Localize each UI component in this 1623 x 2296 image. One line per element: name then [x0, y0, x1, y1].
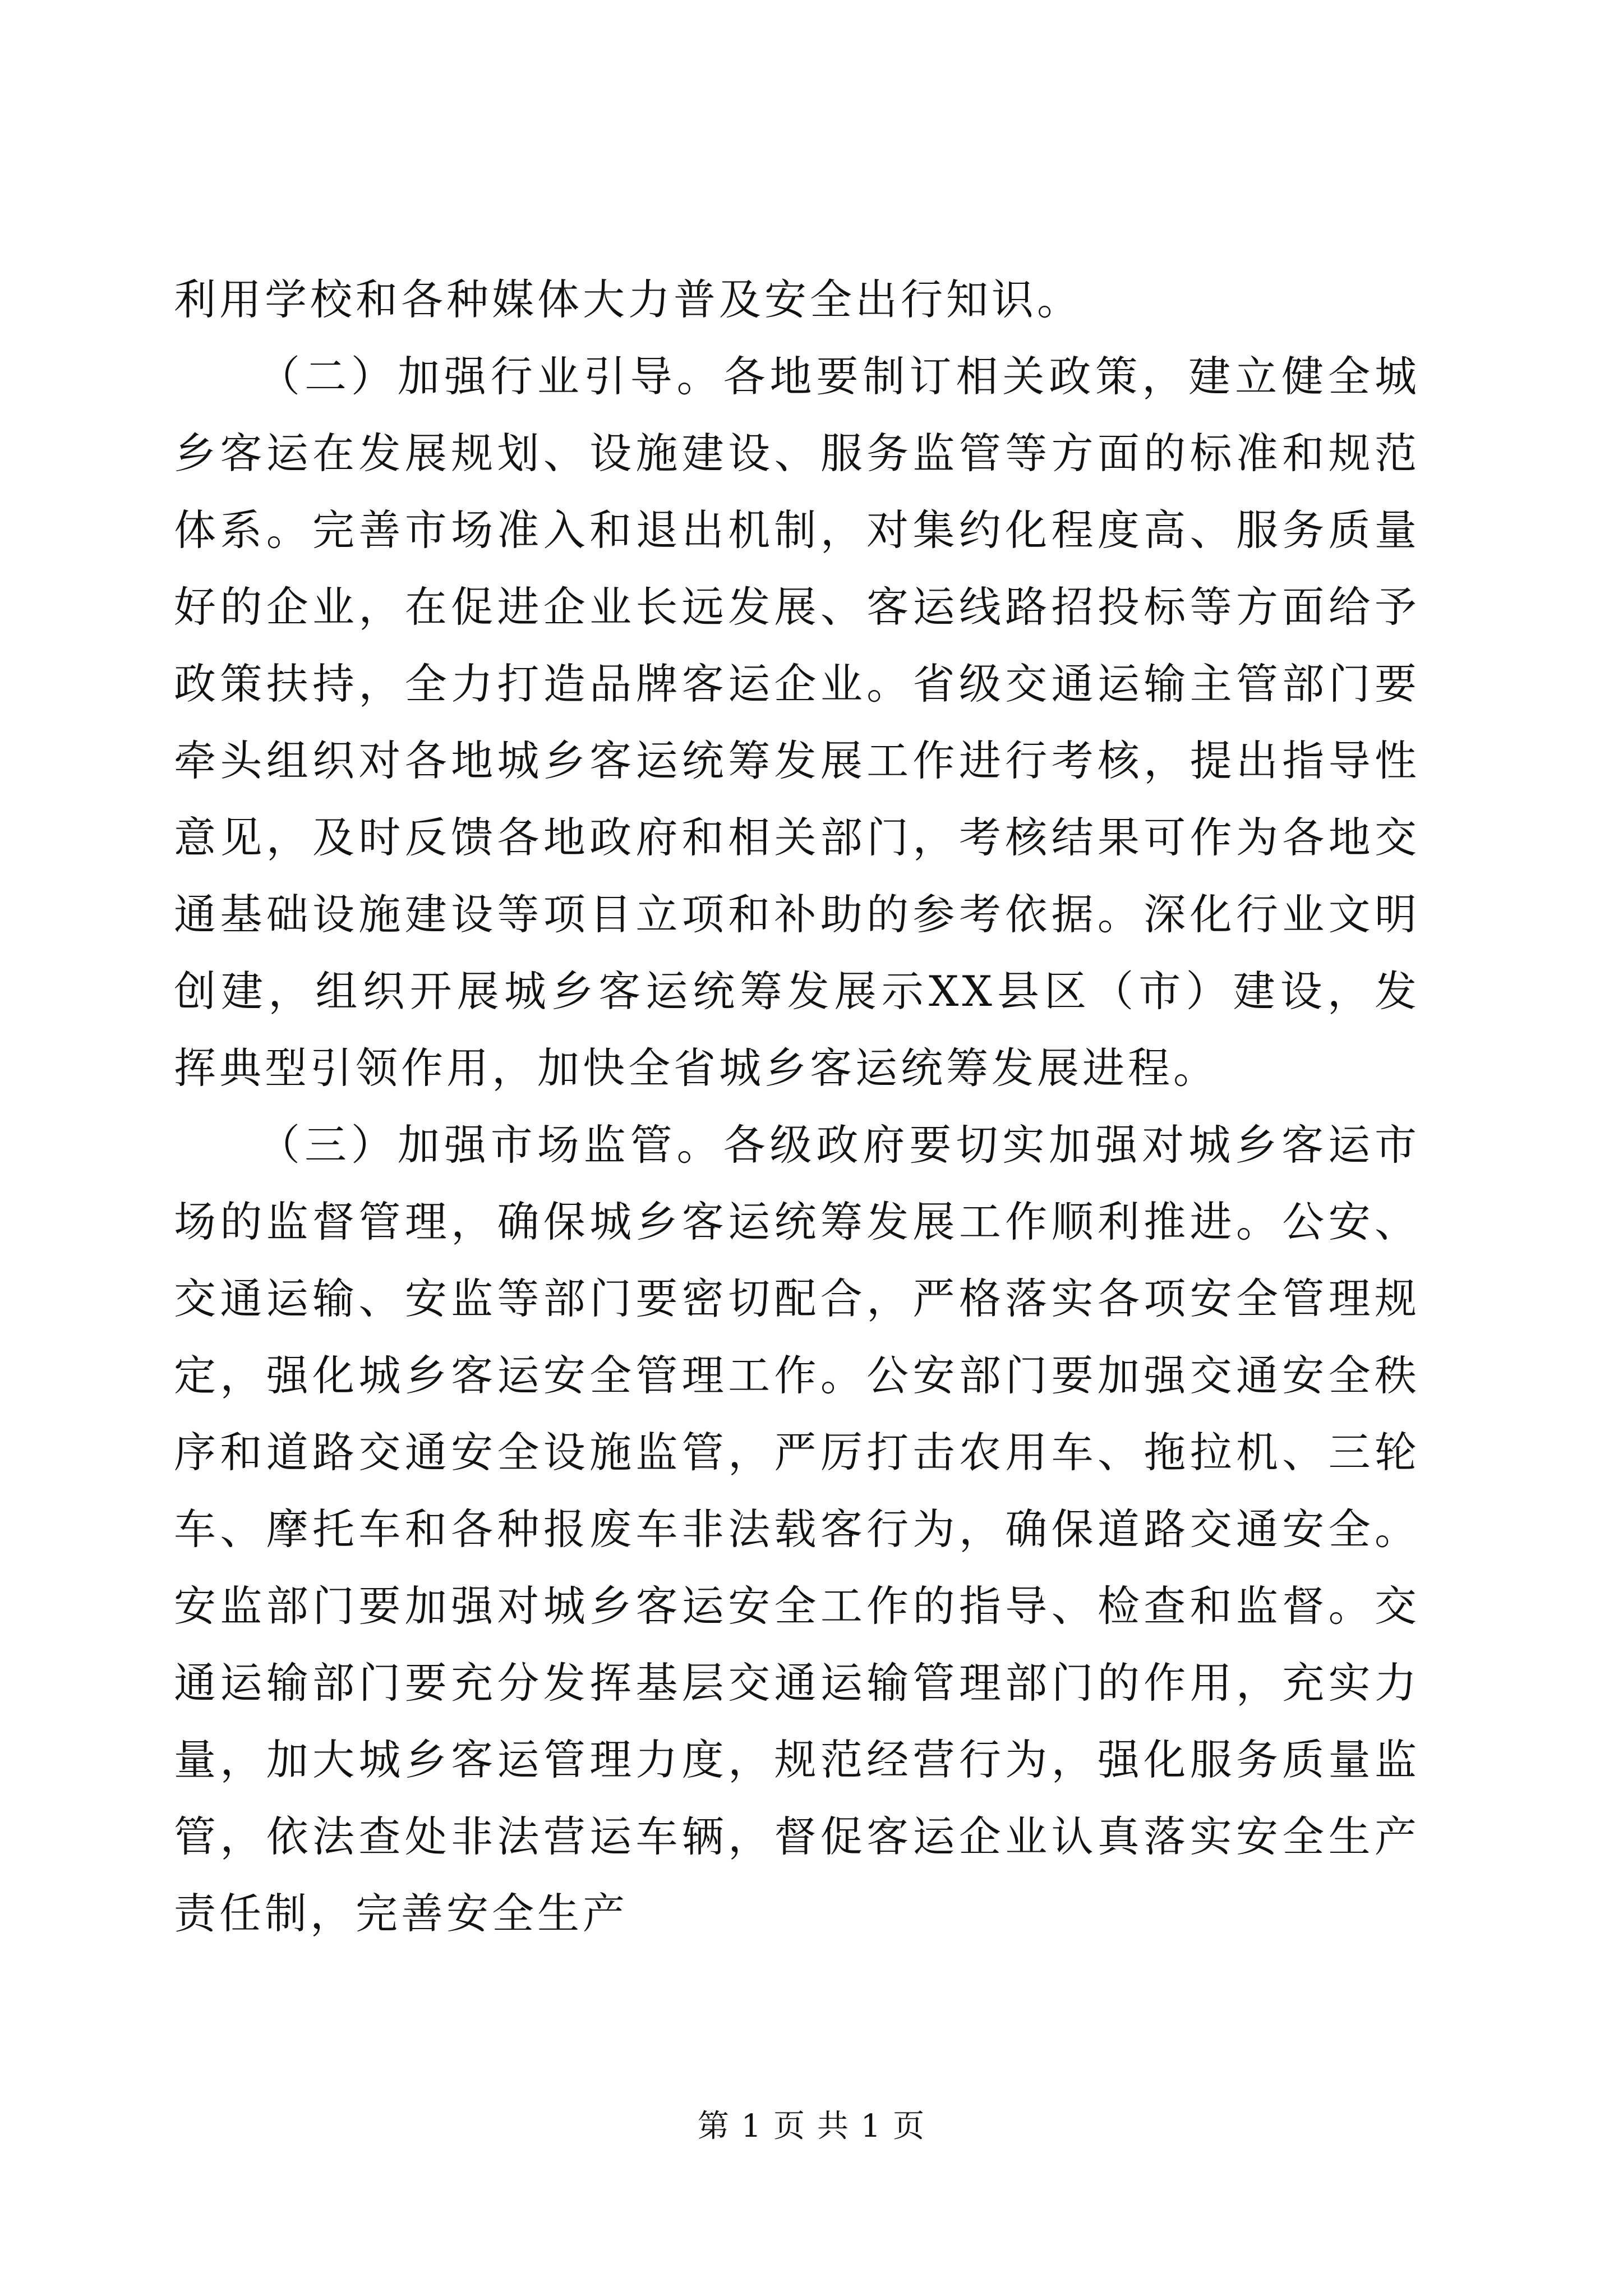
paragraph-market-supervision: （三）加强市场监管。各级政府要切实加强对城乡客运市场的监督管理，确保城乡客运统筹发展工作顺利推进。公安、交通运输、安监等部门要密切配合，严格落实各项安全管理规定，强化城乡客运安全管理工作。公安部门要加强交通安全秩序和道路交通安全设施监管，严厉打击农用车、拖拉机、三轮车、摩托车和各种报废车非法载客行为，确保道路交通安全。安监部门要加强对城乡客运安全工作的指导、检查和监督。交通运输部门要充分发挥基层交通运输管理部门的作用，充实力量，加大城乡客运管理力度，规范经营行为，强化服务质量监管，依法查处非法营运车辆，督促客运企业认真落实安全生产责任制，完善安全生产 — [174, 1120, 1420, 1938]
page-number-label: 第 1 页 共 1 页 — [697, 2108, 926, 2145]
paragraph-continuation: 利用学校和各种媒体大力普及安全出行知识。 — [174, 275, 1083, 324]
paragraph-industry-guidance: （二）加强行业引导。各地要制订相关政策，建立健全城乡客运在发展规划、设施建设、服务监管等方面的标准和规范体系。完善市场准入和退出机制，对集约化程度高、服务质量好的企业，在促进企业长远发展、客运线路招投标等方面给予政策扶持，全力打造品牌客运企业。省级交通运输主管部门要牵头组织对各地城乡客运统筹发展工作进行考核，提出指导性意见，及时反馈各地政府和相关部门，考核结果可作为各地交通基础设施建设等项目立项和补助的参考依据。深化行业文明创建，组织开展城乡客运统筹发展示XX县区（市）建设，发挥典型引领作用，加快全省城乡客运统筹发展进程。 — [174, 352, 1420, 1093]
page-footer — [0, 2101, 1623, 2146]
document-body — [174, 261, 1420, 1952]
